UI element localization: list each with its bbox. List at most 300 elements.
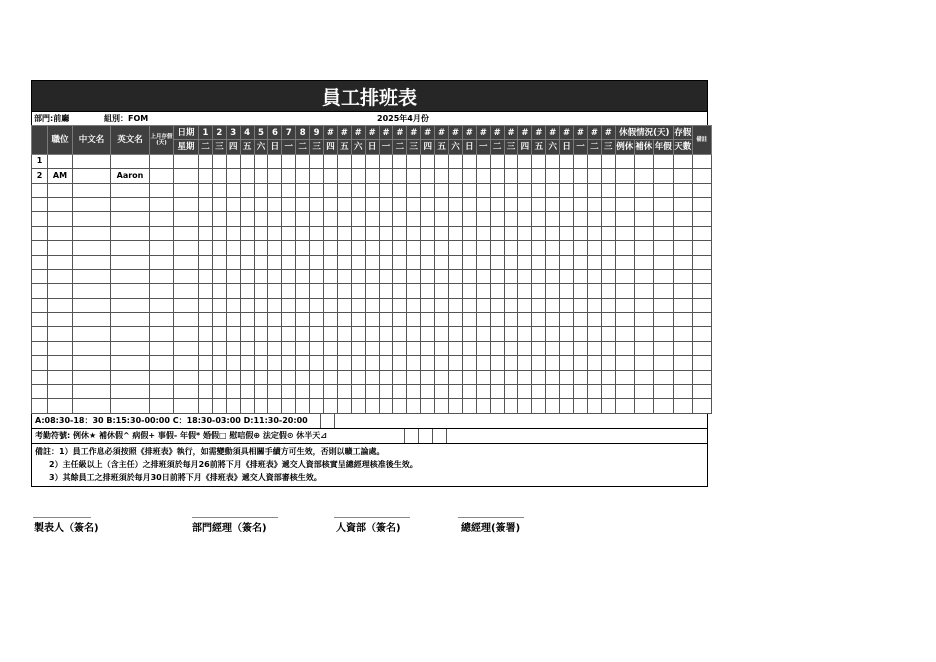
day-cell[interactable] [476, 197, 490, 211]
day-cell[interactable] [601, 341, 615, 355]
day-cell[interactable] [240, 169, 254, 183]
day-cell[interactable] [546, 169, 560, 183]
day-cell[interactable] [199, 399, 213, 413]
day-cell[interactable] [199, 169, 213, 183]
day-cell[interactable] [296, 356, 310, 370]
day-cell[interactable] [310, 399, 324, 413]
day-cell[interactable] [393, 356, 407, 370]
day-cell[interactable] [462, 385, 476, 399]
position-cell[interactable] [48, 298, 73, 312]
summary-cell[interactable] [673, 169, 692, 183]
english-name-cell[interactable] [111, 399, 150, 413]
summary-cell[interactable] [615, 327, 634, 341]
day-cell[interactable] [199, 241, 213, 255]
day-cell[interactable] [504, 327, 518, 341]
summary-cell[interactable] [653, 212, 673, 226]
day-cell[interactable] [254, 169, 268, 183]
day-cell[interactable] [282, 284, 296, 298]
day-cell[interactable] [310, 370, 324, 384]
summary-cell[interactable] [653, 385, 673, 399]
day-cell[interactable] [365, 154, 379, 168]
day-cell[interactable] [504, 269, 518, 283]
day-cell[interactable] [199, 327, 213, 341]
day-cell[interactable] [296, 255, 310, 269]
day-cell[interactable] [324, 154, 338, 168]
day-cell[interactable] [254, 255, 268, 269]
day-cell[interactable] [240, 183, 254, 197]
day-cell[interactable] [560, 154, 574, 168]
day-cell[interactable] [365, 327, 379, 341]
day-cell[interactable] [254, 183, 268, 197]
day-cell[interactable] [449, 212, 463, 226]
day-cell[interactable] [504, 284, 518, 298]
day-cell[interactable] [365, 269, 379, 283]
english-name-cell[interactable] [111, 241, 150, 255]
extra-cell[interactable] [174, 313, 199, 327]
summary-cell[interactable] [653, 313, 673, 327]
position-cell[interactable] [48, 385, 73, 399]
day-cell[interactable] [379, 284, 393, 298]
day-cell[interactable] [310, 154, 324, 168]
day-cell[interactable] [560, 212, 574, 226]
day-cell[interactable] [587, 284, 601, 298]
day-cell[interactable] [490, 241, 504, 255]
day-cell[interactable] [240, 370, 254, 384]
day-cell[interactable] [282, 298, 296, 312]
day-cell[interactable] [407, 327, 421, 341]
summary-cell[interactable] [692, 255, 711, 269]
day-cell[interactable] [601, 370, 615, 384]
day-cell[interactable] [560, 197, 574, 211]
day-cell[interactable] [212, 226, 226, 240]
day-cell[interactable] [351, 298, 365, 312]
day-cell[interactable] [601, 385, 615, 399]
day-cell[interactable] [254, 385, 268, 399]
day-cell[interactable] [379, 385, 393, 399]
summary-cell[interactable] [673, 212, 692, 226]
day-cell[interactable] [379, 169, 393, 183]
extra-cell[interactable] [174, 183, 199, 197]
day-cell[interactable] [407, 212, 421, 226]
day-cell[interactable] [254, 327, 268, 341]
day-cell[interactable] [407, 255, 421, 269]
day-cell[interactable] [574, 241, 588, 255]
day-cell[interactable] [601, 255, 615, 269]
summary-cell[interactable] [634, 154, 653, 168]
day-cell[interactable] [462, 341, 476, 355]
day-cell[interactable] [490, 385, 504, 399]
day-cell[interactable] [476, 356, 490, 370]
extra-cell[interactable] [174, 370, 199, 384]
gm-signature[interactable]: 總經理(簽署) [461, 523, 521, 534]
day-cell[interactable] [518, 183, 532, 197]
day-cell[interactable] [199, 226, 213, 240]
day-cell[interactable] [296, 341, 310, 355]
extra-cell[interactable] [174, 284, 199, 298]
day-cell[interactable] [435, 284, 449, 298]
position-cell[interactable] [48, 154, 73, 168]
day-cell[interactable] [310, 169, 324, 183]
day-cell[interactable] [532, 241, 546, 255]
day-cell[interactable] [212, 197, 226, 211]
summary-cell[interactable] [692, 341, 711, 355]
day-cell[interactable] [532, 327, 546, 341]
extra-cell[interactable] [150, 226, 174, 240]
day-cell[interactable] [226, 298, 240, 312]
extra-cell[interactable] [150, 356, 174, 370]
summary-cell[interactable] [673, 327, 692, 341]
day-cell[interactable] [324, 226, 338, 240]
day-cell[interactable] [337, 284, 351, 298]
day-cell[interactable] [254, 341, 268, 355]
day-cell[interactable] [240, 212, 254, 226]
day-cell[interactable] [268, 255, 282, 269]
day-cell[interactable] [268, 313, 282, 327]
day-cell[interactable] [560, 255, 574, 269]
extra-cell[interactable] [174, 154, 199, 168]
summary-cell[interactable] [673, 370, 692, 384]
extra-cell[interactable] [174, 341, 199, 355]
day-cell[interactable] [462, 399, 476, 413]
day-cell[interactable] [504, 183, 518, 197]
day-cell[interactable] [365, 298, 379, 312]
day-cell[interactable] [282, 370, 296, 384]
summary-cell[interactable] [615, 284, 634, 298]
summary-cell[interactable] [692, 313, 711, 327]
day-cell[interactable] [212, 327, 226, 341]
day-cell[interactable] [490, 197, 504, 211]
summary-cell[interactable] [634, 385, 653, 399]
day-cell[interactable] [476, 212, 490, 226]
day-cell[interactable] [310, 226, 324, 240]
day-cell[interactable] [587, 183, 601, 197]
day-cell[interactable] [268, 212, 282, 226]
day-cell[interactable] [601, 284, 615, 298]
extra-cell[interactable] [150, 313, 174, 327]
day-cell[interactable] [226, 183, 240, 197]
day-cell[interactable] [337, 298, 351, 312]
day-cell[interactable] [282, 241, 296, 255]
day-cell[interactable] [587, 255, 601, 269]
day-cell[interactable] [587, 356, 601, 370]
day-cell[interactable] [462, 269, 476, 283]
day-cell[interactable] [351, 169, 365, 183]
day-cell[interactable] [587, 269, 601, 283]
summary-cell[interactable] [615, 255, 634, 269]
extra-cell[interactable] [174, 399, 199, 413]
summary-cell[interactable] [692, 284, 711, 298]
summary-cell[interactable] [692, 183, 711, 197]
day-cell[interactable] [393, 183, 407, 197]
day-cell[interactable] [212, 341, 226, 355]
day-cell[interactable] [462, 241, 476, 255]
day-cell[interactable] [421, 197, 435, 211]
day-cell[interactable] [282, 356, 296, 370]
summary-cell[interactable] [634, 212, 653, 226]
chinese-name-cell[interactable] [73, 169, 111, 183]
english-name-cell[interactable] [111, 154, 150, 168]
day-cell[interactable] [226, 356, 240, 370]
day-cell[interactable] [421, 212, 435, 226]
day-cell[interactable] [365, 255, 379, 269]
day-cell[interactable] [268, 284, 282, 298]
day-cell[interactable] [587, 241, 601, 255]
day-cell[interactable] [226, 313, 240, 327]
day-cell[interactable] [546, 269, 560, 283]
day-cell[interactable] [379, 313, 393, 327]
day-cell[interactable] [490, 255, 504, 269]
day-cell[interactable] [268, 154, 282, 168]
day-cell[interactable] [393, 226, 407, 240]
day-cell[interactable] [282, 212, 296, 226]
day-cell[interactable] [226, 269, 240, 283]
day-cell[interactable] [351, 284, 365, 298]
summary-cell[interactable] [673, 183, 692, 197]
day-cell[interactable] [254, 212, 268, 226]
day-cell[interactable] [324, 298, 338, 312]
day-cell[interactable] [393, 284, 407, 298]
day-cell[interactable] [365, 169, 379, 183]
day-cell[interactable] [504, 255, 518, 269]
chinese-name-cell[interactable] [73, 327, 111, 341]
day-cell[interactable] [268, 341, 282, 355]
day-cell[interactable] [310, 284, 324, 298]
day-cell[interactable] [476, 313, 490, 327]
day-cell[interactable] [324, 284, 338, 298]
day-cell[interactable] [324, 241, 338, 255]
day-cell[interactable] [462, 226, 476, 240]
day-cell[interactable] [546, 255, 560, 269]
summary-cell[interactable] [673, 226, 692, 240]
day-cell[interactable] [337, 212, 351, 226]
day-cell[interactable] [449, 226, 463, 240]
day-cell[interactable] [421, 183, 435, 197]
position-cell[interactable] [48, 241, 73, 255]
day-cell[interactable] [560, 399, 574, 413]
day-cell[interactable] [574, 313, 588, 327]
day-cell[interactable] [337, 327, 351, 341]
day-cell[interactable] [560, 298, 574, 312]
day-cell[interactable] [324, 183, 338, 197]
day-cell[interactable] [476, 169, 490, 183]
day-cell[interactable] [324, 385, 338, 399]
position-cell[interactable]: AM [48, 169, 73, 183]
day-cell[interactable] [476, 241, 490, 255]
english-name-cell[interactable] [111, 385, 150, 399]
day-cell[interactable] [337, 183, 351, 197]
day-cell[interactable] [462, 298, 476, 312]
day-cell[interactable] [351, 313, 365, 327]
summary-cell[interactable] [692, 241, 711, 255]
day-cell[interactable] [393, 154, 407, 168]
day-cell[interactable] [268, 356, 282, 370]
day-cell[interactable] [393, 399, 407, 413]
day-cell[interactable] [324, 255, 338, 269]
summary-cell[interactable] [673, 269, 692, 283]
day-cell[interactable] [407, 298, 421, 312]
day-cell[interactable] [365, 385, 379, 399]
summary-cell[interactable] [673, 298, 692, 312]
day-cell[interactable] [518, 313, 532, 327]
day-cell[interactable] [504, 169, 518, 183]
day-cell[interactable] [337, 370, 351, 384]
summary-cell[interactable] [634, 197, 653, 211]
day-cell[interactable] [324, 212, 338, 226]
day-cell[interactable] [518, 356, 532, 370]
day-cell[interactable] [532, 169, 546, 183]
summary-cell[interactable] [634, 356, 653, 370]
position-cell[interactable] [48, 313, 73, 327]
day-cell[interactable] [365, 370, 379, 384]
day-cell[interactable] [587, 341, 601, 355]
day-cell[interactable] [296, 269, 310, 283]
day-cell[interactable] [574, 341, 588, 355]
day-cell[interactable] [421, 327, 435, 341]
day-cell[interactable] [449, 313, 463, 327]
day-cell[interactable] [351, 154, 365, 168]
english-name-cell[interactable] [111, 298, 150, 312]
day-cell[interactable] [449, 154, 463, 168]
day-cell[interactable] [546, 154, 560, 168]
day-cell[interactable] [462, 356, 476, 370]
summary-cell[interactable] [634, 169, 653, 183]
day-cell[interactable] [254, 269, 268, 283]
day-cell[interactable] [435, 169, 449, 183]
day-cell[interactable] [365, 284, 379, 298]
position-cell[interactable] [48, 255, 73, 269]
day-cell[interactable] [282, 385, 296, 399]
extra-cell[interactable] [174, 327, 199, 341]
summary-cell[interactable] [692, 370, 711, 384]
day-cell[interactable] [587, 154, 601, 168]
day-cell[interactable] [310, 327, 324, 341]
day-cell[interactable] [546, 399, 560, 413]
english-name-cell[interactable] [111, 269, 150, 283]
day-cell[interactable] [435, 269, 449, 283]
day-cell[interactable] [393, 212, 407, 226]
day-cell[interactable] [337, 269, 351, 283]
day-cell[interactable] [393, 327, 407, 341]
position-cell[interactable] [48, 212, 73, 226]
day-cell[interactable] [365, 313, 379, 327]
summary-cell[interactable] [653, 169, 673, 183]
day-cell[interactable] [240, 197, 254, 211]
day-cell[interactable] [282, 341, 296, 355]
day-cell[interactable] [282, 399, 296, 413]
summary-cell[interactable] [634, 399, 653, 413]
summary-cell[interactable] [653, 370, 673, 384]
day-cell[interactable] [601, 399, 615, 413]
day-cell[interactable] [574, 385, 588, 399]
day-cell[interactable] [532, 341, 546, 355]
day-cell[interactable] [435, 226, 449, 240]
day-cell[interactable] [296, 212, 310, 226]
day-cell[interactable] [199, 197, 213, 211]
day-cell[interactable] [601, 226, 615, 240]
chinese-name-cell[interactable] [73, 341, 111, 355]
extra-cell[interactable] [150, 399, 174, 413]
day-cell[interactable] [546, 370, 560, 384]
day-cell[interactable] [351, 327, 365, 341]
summary-cell[interactable] [653, 284, 673, 298]
day-cell[interactable] [268, 197, 282, 211]
day-cell[interactable] [407, 313, 421, 327]
day-cell[interactable] [282, 313, 296, 327]
day-cell[interactable] [587, 313, 601, 327]
day-cell[interactable] [240, 356, 254, 370]
day-cell[interactable] [296, 226, 310, 240]
day-cell[interactable] [601, 356, 615, 370]
day-cell[interactable] [226, 197, 240, 211]
day-cell[interactable] [296, 327, 310, 341]
day-cell[interactable] [268, 370, 282, 384]
day-cell[interactable] [435, 197, 449, 211]
extra-cell[interactable] [150, 169, 174, 183]
day-cell[interactable] [296, 183, 310, 197]
day-cell[interactable] [462, 313, 476, 327]
day-cell[interactable] [601, 298, 615, 312]
position-cell[interactable] [48, 183, 73, 197]
day-cell[interactable] [212, 284, 226, 298]
day-cell[interactable] [518, 255, 532, 269]
day-cell[interactable] [518, 226, 532, 240]
day-cell[interactable] [421, 385, 435, 399]
day-cell[interactable] [379, 341, 393, 355]
day-cell[interactable] [504, 226, 518, 240]
day-cell[interactable] [212, 169, 226, 183]
extra-cell[interactable] [150, 269, 174, 283]
day-cell[interactable] [587, 370, 601, 384]
day-cell[interactable] [449, 385, 463, 399]
day-cell[interactable] [421, 226, 435, 240]
summary-cell[interactable] [673, 197, 692, 211]
day-cell[interactable] [574, 197, 588, 211]
day-cell[interactable] [351, 341, 365, 355]
english-name-cell[interactable] [111, 212, 150, 226]
day-cell[interactable] [546, 385, 560, 399]
day-cell[interactable] [199, 356, 213, 370]
day-cell[interactable] [518, 241, 532, 255]
day-cell[interactable] [226, 154, 240, 168]
day-cell[interactable] [449, 183, 463, 197]
day-cell[interactable] [393, 197, 407, 211]
summary-cell[interactable] [615, 298, 634, 312]
day-cell[interactable] [449, 327, 463, 341]
day-cell[interactable] [476, 154, 490, 168]
day-cell[interactable] [518, 197, 532, 211]
day-cell[interactable] [310, 241, 324, 255]
day-cell[interactable] [282, 183, 296, 197]
day-cell[interactable] [435, 385, 449, 399]
summary-cell[interactable] [615, 197, 634, 211]
day-cell[interactable] [268, 226, 282, 240]
day-cell[interactable] [587, 327, 601, 341]
day-cell[interactable] [240, 154, 254, 168]
day-cell[interactable] [407, 197, 421, 211]
day-cell[interactable] [240, 327, 254, 341]
day-cell[interactable] [421, 370, 435, 384]
summary-cell[interactable] [634, 183, 653, 197]
day-cell[interactable] [560, 269, 574, 283]
day-cell[interactable] [421, 169, 435, 183]
day-cell[interactable] [518, 169, 532, 183]
summary-cell[interactable] [634, 298, 653, 312]
day-cell[interactable] [449, 341, 463, 355]
day-cell[interactable] [254, 298, 268, 312]
day-cell[interactable] [351, 370, 365, 384]
extra-cell[interactable] [174, 212, 199, 226]
day-cell[interactable] [546, 241, 560, 255]
